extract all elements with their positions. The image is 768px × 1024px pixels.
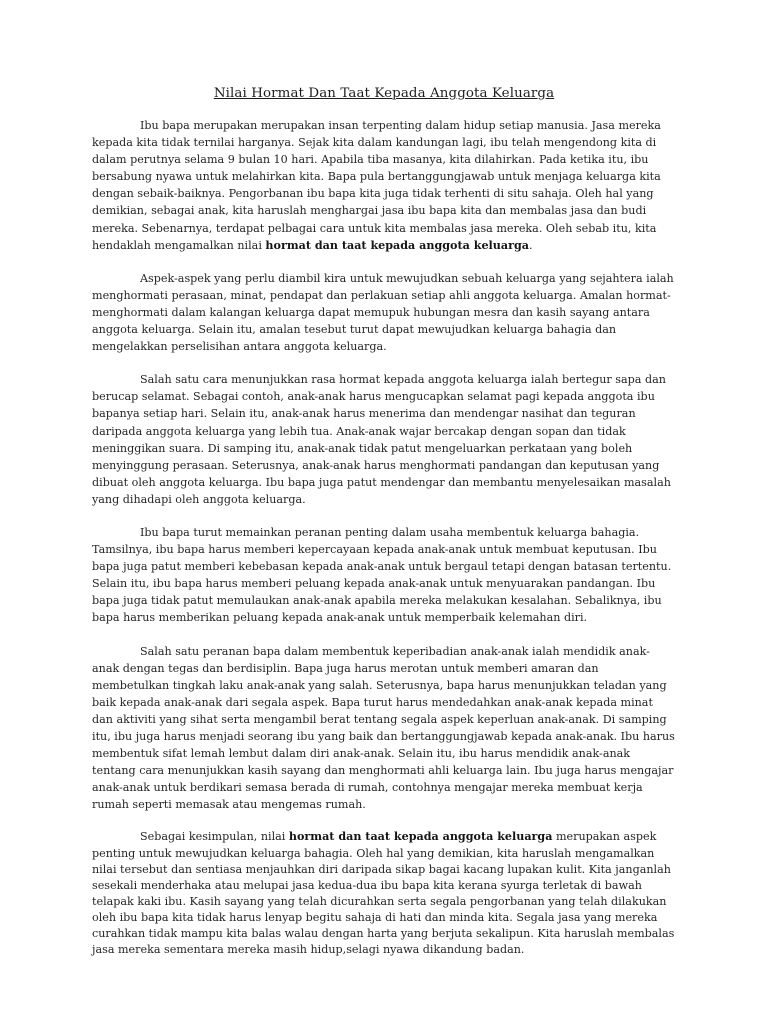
paragraph-intro-bold: hormat dan taat kepada anggota keluarga <box>265 238 529 252</box>
paragraph-aspects: Aspek-aspek yang perlu diambil kira untuk mewujudkan sebuah keluarga yang sejahtera ialah menghormati perasaan, minat, pendapat dan perlakuan setiap ahli anggota keluarga. Amalan hormat-menghormati dalam kalangan keluarga dapat memupuk hubungan mesra dan kasih sayang antara anggota keluarga. Selain itu, amalan tesebut turut dapat mewujudkan keluarga bahagia dan mengelakkan perselisihan antara anggota keluarga. <box>92 271 674 354</box>
paragraph-conclusion-bold: hormat dan taat kepada anggota keluarga <box>288 830 553 844</box>
paragraph-conclusion <box>92 829 676 958</box>
document-title: Nilai Hormat Dan Taat Kepada Anggota Keluarga <box>213 86 555 101</box>
paragraph-conclusion-text: Sebagai kesimpulan, nilai <box>140 830 289 844</box>
paragraph-intro-text: Ibu bapa merupakan merupakan insan terpenting dalam hidup setiap manusia. Jasa mereka kepada kita tidak ternilai harganya. Sejak kita dalam kandungan lagi, ibu telah mengendong kita di dalam perutnya selama 9 bulan 10 hari. Apabila tiba masanya, kita dilahirkan. Pada ketika itu, ibu bersabung nyawa untuk melahirkan kita. Bapa pula bertanggungjawab untuk menjaga keluarga kita dengan sebaik-baiknya. Pengorbanan ibu bapa kita juga tidak terhenti di situ sahaja. Oleh hal yang demikian, sebagai anak, kita haruslah menghargai jasa ibu bapa kita dan membalas jasa dan budi mereka. Sebenarnya, terdapat pelbagai cara untuk kita membalas jasa mereka. Oleh sebab itu, kita hendaklah mengamalkan nilai <box>92 119 661 252</box>
paragraph-father-mother-role: Salah satu peranan bapa dalam membentuk keperibadian anak-anak ialah mendidik anak-anak dengan tegas dan berdisiplin. Bapa juga harus merotan untuk memberi amaran dan membetulkan tingkah laku anak-anak yang salah. Seterusnya, bapa harus menunjukkan teladan yang baik kepada anak-anak dari segala aspek. Bapa turut harus mendedahkan anak-anak kepada minat dan aktiviti yang sihat serta mengambil berat tentang segala aspek keperluan anak-anak. Di samping itu, ibu juga harus menjadi seorang ibu yang baik dan bertanggungjawab kepada anak-anak. Ibu harus membentuk sifat lemah lembut dalam diri anak-anak. Selain itu, ibu harus mendidik anak-anak tentang cara menunjukkan kasih sayang dan menghormati ahli keluarga lain. Ibu juga harus mengajar anak-anak untuk berdikari semasa berada di rumah, contohnya mengajar mereka membuat kerja rumah seperti memasak atau mengemas rumah. <box>92 644 675 812</box>
paragraph-respect-ways: Salah satu cara menunjukkan rasa hormat kepada anggota keluarga ialah bertegur sapa dan berucap selamat. Sebagai contoh, anak-anak harus mengucapkan selamat pagi kepada anggota ibu bapanya setiap hari. Selain itu, anak-anak harus menerima dan mendengar nasihat dan teguran daripada anggota keluarga yang lebih tua. Anak-anak wajar bercakap dengan sopan dan tidak meninggikan suara. Di samping itu, anak-anak tidak patut mengeluarkan perkataan yang boleh menyinggung perasaan. Seterusnya, anak-anak harus menghormati pandangan dan keputusan yang dibuat oleh anggota keluarga. Ibu bapa juga patut mendengar dan membantu menyelesaikan masalah yang dihadapi oleh anggota keluarga. <box>92 373 671 506</box>
document-page <box>92 86 676 974</box>
paragraph-parents-role: Ibu bapa turut memainkan peranan penting dalam usaha membentuk keluarga bahagia. Tamsilnya, ibu bapa harus memberi kepercayaan kepada anak-anak untuk membuat keputusan. Ibu bapa juga patut memberi kebebasan kepada anak-anak untuk bergaul tetapi dengan batasan tertentu. Selain itu, ibu bapa harus memberi peluang kepada anak-anak untuk menyuarakan pandangan. Ibu bapa juga tidak patut memulaukan anak-anak apabila mereka melakukan kesalahan. Sebaliknya, ibu bapa harus memberikan peluang kepada anak-anak untuk memperbaik kelemahan diri. <box>92 525 672 625</box>
paragraph-conclusion-end: merupakan aspek penting untuk mewujudkan keluarga bahagia. Oleh hal yang demikian, kita haruslah mengamalkan nilai tersebut dan sentiasa menjauhkan diri daripada sikap bagai kacang lupakan kulit. Kita janganlah sesekali menderhaka atau melupai jasa kedua-dua ibu bapa kita kerana syurga terletak di bawah telapak kaki ibu. Kasih sayang yang telah dicurahkan serta segala pengorbanan yang telah dilakukan oleh ibu bapa kita tidak harus lenyap begitu sahaja di hati dan minda kita. Segala jasa yang mereka curahkan tidak mampu kita balas walau dengan harta yang berjuta sekalipun. Kita haruslah membalas jasa mereka sementara mereka masih hidup,selagi nyawa dikandung badan. <box>92 830 675 957</box>
paragraph-intro-end: . <box>528 238 533 252</box>
paragraph-intro <box>92 117 676 254</box>
